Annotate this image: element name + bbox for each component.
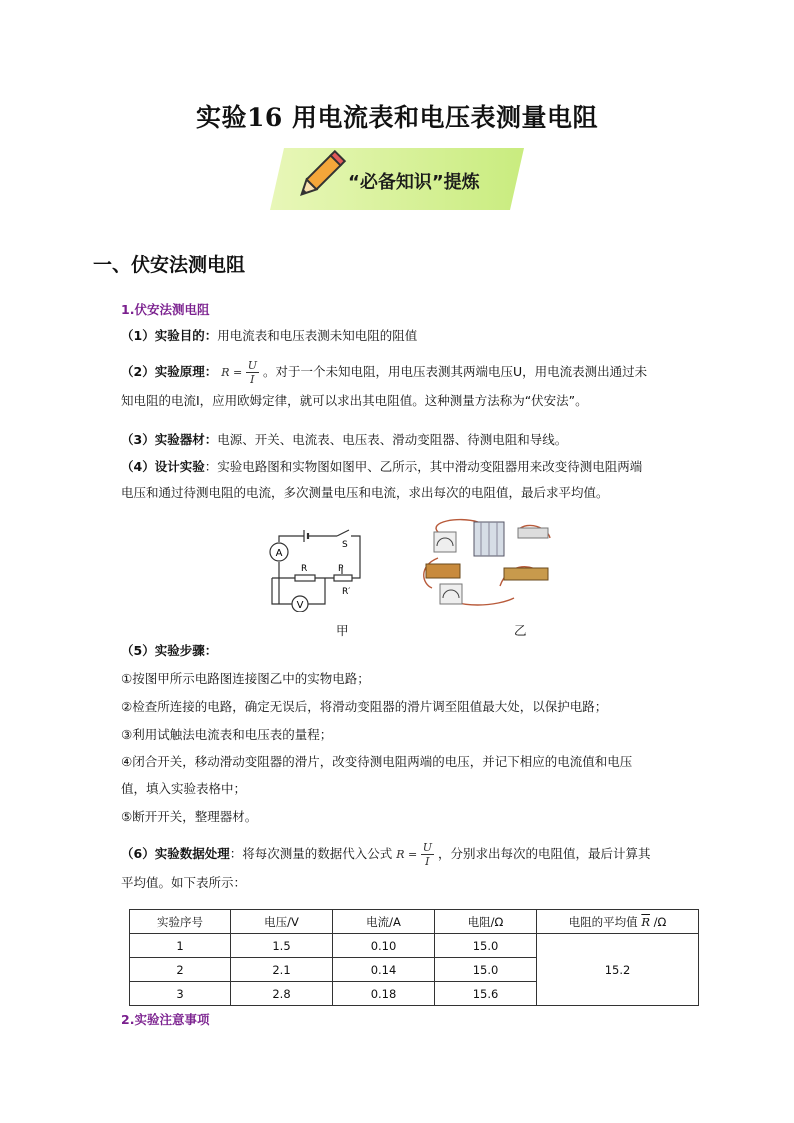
label: （3）实验器材： [121, 432, 218, 447]
text: 平均值。如下表所示： [121, 874, 247, 890]
meter-icon [434, 532, 456, 552]
text: ：实验电路图和实物图如图甲、乙所示，其中滑动变阻器用来改变待测电阻两端 [204, 459, 643, 474]
section-heading: 一、伏安法测电阻 [93, 254, 246, 276]
table-header: 电流/A [333, 910, 435, 934]
table-header-row [130, 910, 699, 934]
table-header: 电压/V [231, 910, 333, 934]
table-cell: 1.5 [231, 934, 333, 958]
switch-icon [518, 528, 548, 538]
subheading-1: 1.伏安法测电阻 [121, 302, 210, 317]
text: 。对于一个未知电阻，用电压表测其两端电压U，用电流表测出通过未 [262, 364, 648, 379]
label: （5）实验步骤： [121, 643, 218, 658]
table-row [130, 934, 699, 958]
page-title: 实验16 用电流表和电压表测量电阻 [196, 103, 598, 132]
table-cell: 1 [130, 934, 231, 958]
slider-label: P [338, 564, 344, 574]
switch-label: S [342, 540, 348, 550]
voltmeter-label: V [296, 600, 304, 611]
circuit-diagram [262, 520, 366, 612]
table-cell: 2.8 [231, 982, 333, 1006]
step-4: ④闭合开关，移动滑动变阻器的滑片，改变待测电阻两端的电压，并记下相应的电流值和电压 [121, 754, 633, 769]
caption-yi: 乙 [514, 623, 527, 638]
label: （1）实验目的： [121, 328, 218, 343]
table-cell: 0.14 [333, 958, 435, 982]
rheostat-label: R′ [342, 587, 351, 597]
rheostat-icon [504, 568, 548, 580]
table-cell-average: 15.2 [537, 934, 699, 1006]
paragraph-steps-label [121, 638, 709, 664]
caption-jia: 甲 [336, 623, 349, 638]
resistor-icon [426, 564, 460, 578]
formula: R = $\frac{U}{I}$ [221, 359, 257, 386]
label: （6）实验数据处理 [121, 846, 230, 861]
text: ，分别求出每次的电阻值，最后计算其 [438, 846, 651, 861]
label: （2）实验原理： [121, 364, 218, 379]
table-header: 电阻/Ω [435, 910, 537, 934]
text: ：将每次测量的数据代入公式 [229, 846, 393, 861]
step-2: ②检查所连接的电路，确定无误后，将滑动变阻器的滑片调至阻值最大处，以保护电路； [121, 699, 608, 714]
table-header: 实验序号 [130, 910, 231, 934]
paragraph-data-processing [121, 840, 709, 897]
step-4-cont: 值，填入实验表格中； [121, 781, 247, 796]
table-cell: 15.0 [435, 934, 537, 958]
paragraph-equipment [121, 427, 709, 453]
ammeter-label: A [275, 548, 283, 559]
table-cell: 2 [130, 958, 231, 982]
table-cell: 15.6 [435, 982, 537, 1006]
resistor-label: R [301, 564, 308, 574]
text: 电压和通过待测电阻的电流，多次测量电压和电流，求出每次的电阻值，最后求平均值。 [121, 485, 609, 500]
table-cell: 2.1 [231, 958, 333, 982]
text: 用电流表和电压表测未知电阻的阻值 [217, 328, 418, 343]
step-1: ①按图甲所示电路图连接图乙中的实物电路； [121, 671, 370, 686]
table-cell: 0.18 [333, 982, 435, 1006]
subheading-2: 2.实验注意事项 [121, 1012, 210, 1027]
label: （4）设计实验 [121, 459, 205, 474]
table-cell: 3 [130, 982, 231, 1006]
table-cell: 15.0 [435, 958, 537, 982]
text: 电源、开关、电流表、电压表、滑动变阻器、待测电阻和导线。 [217, 432, 568, 447]
text: 知电阻的电流I，应用欧姆定律，就可以求出其电阻值。这种测量方法称为“伏安法”。 [121, 392, 588, 408]
meter-icon [440, 584, 462, 604]
paragraph-purpose [121, 323, 709, 349]
table-cell: 0.10 [333, 934, 435, 958]
apparatus-photo [418, 514, 556, 610]
step-5: ⑤断开开关，整理器材。 [121, 809, 258, 824]
data-table [129, 909, 699, 1006]
paragraph-principle [121, 358, 709, 415]
step-3: ③利用试触法电流表和电压表的量程； [121, 727, 333, 742]
paragraph-design [121, 454, 709, 506]
formula: R = $\frac{U}{I}$ [396, 841, 432, 868]
table-header: 电阻的平均值 $\overline{R}$ /Ω [537, 910, 699, 934]
banner-label: “必备知识”提炼 [348, 172, 480, 193]
